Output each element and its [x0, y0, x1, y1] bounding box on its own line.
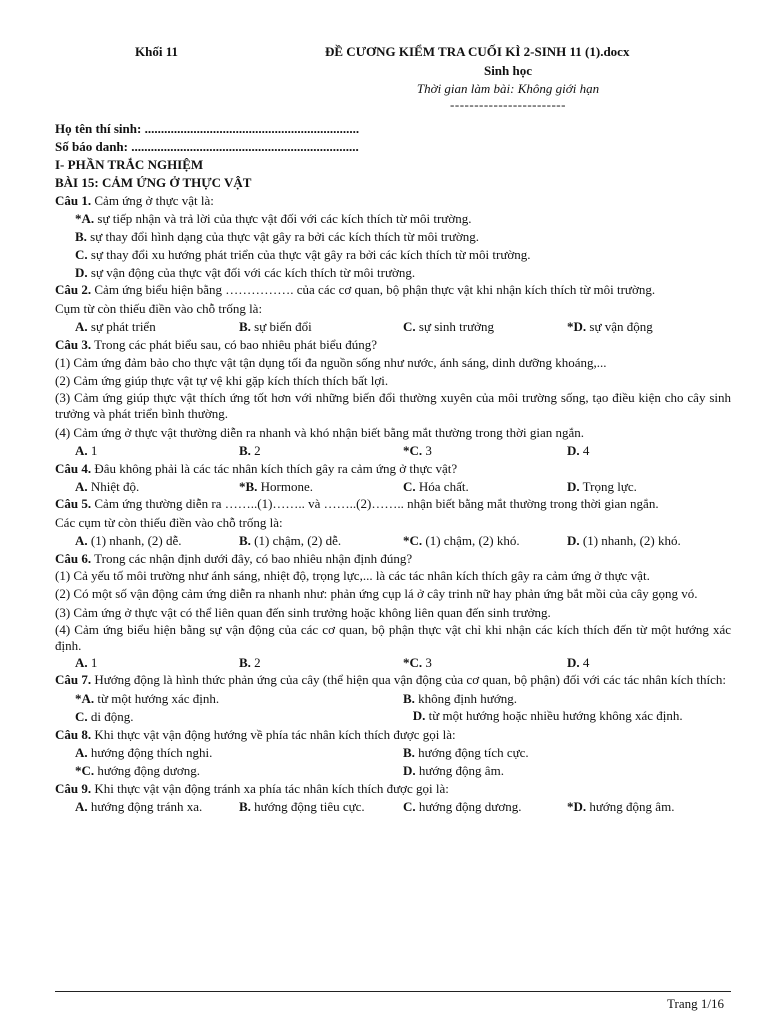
option-text: sự thay đổi hình dạng của thực vật gây ra bởi các kích thích từ môi trường. [86, 229, 480, 244]
question-label: Câu 8. [55, 727, 92, 742]
question-label: Câu 2. [55, 282, 92, 297]
option-letter: A. [75, 479, 88, 494]
option-letter: *C. [75, 763, 95, 778]
option-letter: D. [567, 443, 580, 458]
option-text: hướng động tích cực. [414, 745, 529, 760]
option-letter: C. [75, 247, 88, 262]
option-text: sự tiếp nhận và trả lời của thực vật đối với các kích thích từ môi trường. [94, 211, 472, 226]
question-label: Câu 4. [55, 461, 92, 476]
section-heading: I- PHẦN TRẮC NGHIỆM [55, 157, 204, 172]
grade-label: Khối 11 [135, 44, 178, 59]
statement-2: (2) Cảm ứng giúp thực vật tự vệ khi gặp kích thích thích bất lợi. [55, 373, 389, 388]
option-text: hướng động âm. [586, 799, 675, 814]
question-9 [55, 780, 731, 798]
options-row [55, 442, 731, 460]
option-text: từ một hướng hoặc nhiều hướng không xác định. [425, 708, 683, 723]
option-c [403, 478, 567, 496]
option-letter: A. [75, 799, 88, 814]
question-label: Câu 3. [55, 337, 92, 352]
option-letter: B. [239, 319, 251, 334]
option-a [75, 318, 239, 336]
question-4 [55, 460, 731, 478]
option-c [403, 532, 567, 550]
question-text: Cảm ứng ở thực vật là: [91, 193, 214, 208]
option-d [567, 442, 731, 460]
option-text: Hormone. [257, 479, 314, 494]
option-text: 4 [579, 655, 590, 670]
option-b [403, 690, 731, 708]
option-letter: B. [403, 691, 415, 706]
option-text: 2 [250, 443, 261, 458]
option-letter: D. [567, 655, 580, 670]
option-text: hướng động âm. [415, 763, 504, 778]
option-letter: D. [567, 533, 580, 548]
option-c [75, 708, 413, 726]
options-row [55, 654, 731, 672]
option-text: 2 [250, 655, 261, 670]
option-text: sự thay đổi xu hướng phát triển của thực vật gây ra bởi các kích thích từ môi trường. [87, 247, 531, 262]
option-b [239, 318, 403, 336]
option-a [55, 210, 731, 228]
option-text: (1) nhanh, (2) khó. [579, 533, 681, 548]
option-c [55, 246, 731, 264]
option-text: (1) chậm, (2) dễ. [250, 533, 342, 548]
option-d [567, 798, 731, 816]
question-1 [55, 192, 731, 210]
statement-1: (1) Cả yếu tố môi trường như ánh sáng, nhiệt độ, trọng lực,... là các tác nhân kích thích gây ra cảm ứng ở thực vật. [55, 568, 650, 583]
option-text: 4 [579, 443, 590, 458]
option-text: Nhiệt độ. [87, 479, 140, 494]
question-text: Cảm ứng thường diễn ra ……..(1)…….. và ……..(2)…….. nhận biết bằng mắt thường trong thời gian ngắn. [91, 496, 659, 511]
statement-1: (1) Cảm ứng đảm bảo cho thực vật tận dụng tối đa nguồn sống như nước, ánh sáng, dinh dưỡng khoáng,... [55, 355, 607, 370]
option-text: hướng động tiêu cực. [250, 799, 365, 814]
statement-2: (2) Có một số vận động cảm ứng diễn ra nhanh như: phản ứng cụp lá ở cây trinh nữ hay phản ứng bắt mồi của cây gọng vó. [55, 586, 698, 601]
option-text: sự sinh trưởng [415, 319, 495, 334]
options-row [55, 690, 731, 708]
question-label: Câu 9. [55, 781, 92, 796]
options-row [55, 318, 731, 336]
option-text: (1) chậm, (2) khó. [422, 533, 520, 548]
question-prompt: Cụm từ còn thiếu điền vào chỗ trống là: [55, 301, 263, 316]
question-text: Đâu không phải là các tác nhân kích thích gây ra cảm ứng ở thực vật? [91, 461, 458, 476]
options-row [55, 762, 731, 780]
question-6 [55, 550, 731, 568]
option-a [75, 442, 239, 460]
question-label: Câu 5. [55, 496, 92, 511]
option-letter: *C. [403, 655, 423, 670]
option-letter: *D. [567, 319, 587, 334]
option-a [75, 478, 239, 496]
statement-4: (4) Cảm ứng biểu hiện bằng sự vận động của các cơ quan, bộ phận thực vật chỉ khi nhận các kích thích đến từ một hướng xác định. [55, 622, 731, 653]
option-letter: B. [239, 443, 251, 458]
option-letter: C. [403, 479, 416, 494]
option-letter: *D. [567, 799, 587, 814]
option-text: 3 [422, 443, 432, 458]
question-2 [55, 282, 731, 298]
option-text: sự phát triển [87, 319, 156, 334]
option-letter: *C. [403, 533, 423, 548]
option-text: (1) nhanh, (2) dễ. [87, 533, 182, 548]
exam-page [55, 44, 731, 816]
option-text: 1 [87, 655, 98, 670]
option-letter: C. [403, 319, 416, 334]
option-letter: B. [403, 745, 415, 760]
option-text: không định hướng. [414, 691, 517, 706]
option-letter: *C. [403, 443, 423, 458]
option-b [239, 442, 403, 460]
option-text: sự biến đổi [250, 319, 312, 334]
options-row [55, 708, 731, 726]
statement-4: (4) Cảm ứng ở thực vật thường diễn ra nhanh và khó nhận biết bằng mắt thường trong thời gian ngắn. [55, 425, 584, 440]
option-letter: A. [75, 655, 88, 670]
document-title: ĐỀ CƯƠNG KIỂM TRA CUỐI KÌ 2-SINH 11 (1).docx [325, 44, 630, 59]
option-letter: C. [403, 799, 416, 814]
option-text: 1 [87, 443, 98, 458]
option-letter: *A. [75, 211, 95, 226]
footer-divider [55, 991, 731, 992]
option-letter: B. [75, 229, 87, 244]
option-letter: B. [239, 799, 251, 814]
option-text: hướng động dương. [415, 799, 522, 814]
option-letter: D. [403, 763, 416, 778]
statement-3: (3) Cảm ứng giúp thực vật thích ứng tốt hơn với những biến đổi thường xuyên của môi trường sống, tạo điều kiện cho cây sinh trưởng và phát triển bình thường. [55, 390, 731, 421]
document-header [55, 44, 731, 62]
lesson-heading: BÀI 15: CẢM ỨNG Ở THỰC VẬT [55, 175, 252, 190]
question-8 [55, 726, 731, 744]
option-b [55, 228, 731, 246]
question-label: Câu 7. [55, 672, 92, 687]
option-d [567, 532, 731, 550]
question-prompt: Các cụm từ còn thiếu điền vào chỗ trống là: [55, 515, 283, 530]
option-b [239, 478, 403, 496]
question-text: Cảm ứng biểu hiện bằng ……………. của các cơ quan, bộ phận thực vật khi nhận kích thích từ môi trường. [91, 282, 656, 297]
option-d [567, 478, 731, 496]
option-a [75, 690, 403, 708]
option-letter: C. [75, 709, 88, 724]
option-c [403, 654, 567, 672]
options-row [55, 532, 731, 550]
question-text: Khi thực vật vận động tránh xa phía tác nhân kích thích được gọi là: [91, 781, 449, 796]
option-a [75, 744, 403, 762]
option-text: sự vận động của thực vật đối với các kích thích từ môi trường. [87, 265, 416, 280]
question-text: Hướng động là hình thức phản ứng của cây (thể hiện qua vận động của cơ quan, bộ phận) đối với các tác nhân kích thích: [91, 672, 727, 687]
option-letter: A. [75, 745, 88, 760]
option-letter: A. [75, 533, 88, 548]
question-text: Khi thực vật vận động hướng về phía tác nhân kích thích được gọi là: [91, 727, 456, 742]
option-b [239, 654, 403, 672]
question-label: Câu 6. [55, 551, 92, 566]
option-letter: *A. [75, 691, 95, 706]
question-3 [55, 336, 731, 354]
option-d [55, 264, 731, 282]
option-b [239, 532, 403, 550]
option-letter: B. [239, 655, 251, 670]
option-letter: A. [75, 319, 88, 334]
option-letter: A. [75, 443, 88, 458]
student-id-field: Số báo danh: ...................................................................... [55, 139, 359, 154]
student-name-field: Họ tên thí sinh: .................................................................. [55, 121, 360, 136]
option-d [413, 708, 731, 726]
options-row [55, 478, 731, 496]
option-d [567, 654, 731, 672]
option-c [403, 442, 567, 460]
question-text: Trong các nhận định dưới đây, có bao nhiêu nhận định đúng? [91, 551, 413, 566]
header-separator: ------------------------ [450, 97, 566, 112]
option-text: sự vận động [586, 319, 653, 334]
option-c [403, 798, 567, 816]
option-text: hướng động tránh xa. [87, 799, 203, 814]
option-text: hướng động thích nghi. [87, 745, 213, 760]
option-text: hướng động dương. [94, 763, 200, 778]
option-letter: D. [567, 479, 580, 494]
option-letter: B. [239, 533, 251, 548]
subject-label: Sinh học [483, 63, 533, 78]
page-number: Trang 1/16 [667, 996, 724, 1011]
option-a [75, 532, 239, 550]
statement-3: (3) Cảm ứng ở thực vật có thể liên quan đến sinh trưởng hoặc không liên quan đến sinh trưởng. [55, 605, 551, 620]
option-b [403, 744, 731, 762]
option-c [75, 762, 403, 780]
options-row [55, 744, 731, 762]
question-5 [55, 496, 731, 512]
question-text: Trong các phát biểu sau, có bao nhiêu phát biểu đúng? [91, 337, 378, 352]
option-text: từ một hướng xác định. [94, 691, 220, 706]
option-text: 3 [422, 655, 432, 670]
option-b [239, 798, 403, 816]
option-letter: D. [75, 265, 88, 280]
option-text: Trọng lực. [579, 479, 637, 494]
option-a [75, 798, 239, 816]
option-d [567, 318, 731, 336]
option-d [403, 762, 731, 780]
option-letter: *B. [239, 479, 258, 494]
question-7 [55, 672, 731, 688]
option-a [75, 654, 239, 672]
option-text: Hóa chất. [415, 479, 469, 494]
time-limit: Thời gian làm bài: Không giới hạn [416, 81, 600, 96]
options-row [55, 798, 731, 816]
option-text: di động. [87, 709, 134, 724]
question-label: Câu 1. [55, 193, 92, 208]
option-letter: D. [412, 708, 426, 723]
option-c [403, 318, 567, 336]
